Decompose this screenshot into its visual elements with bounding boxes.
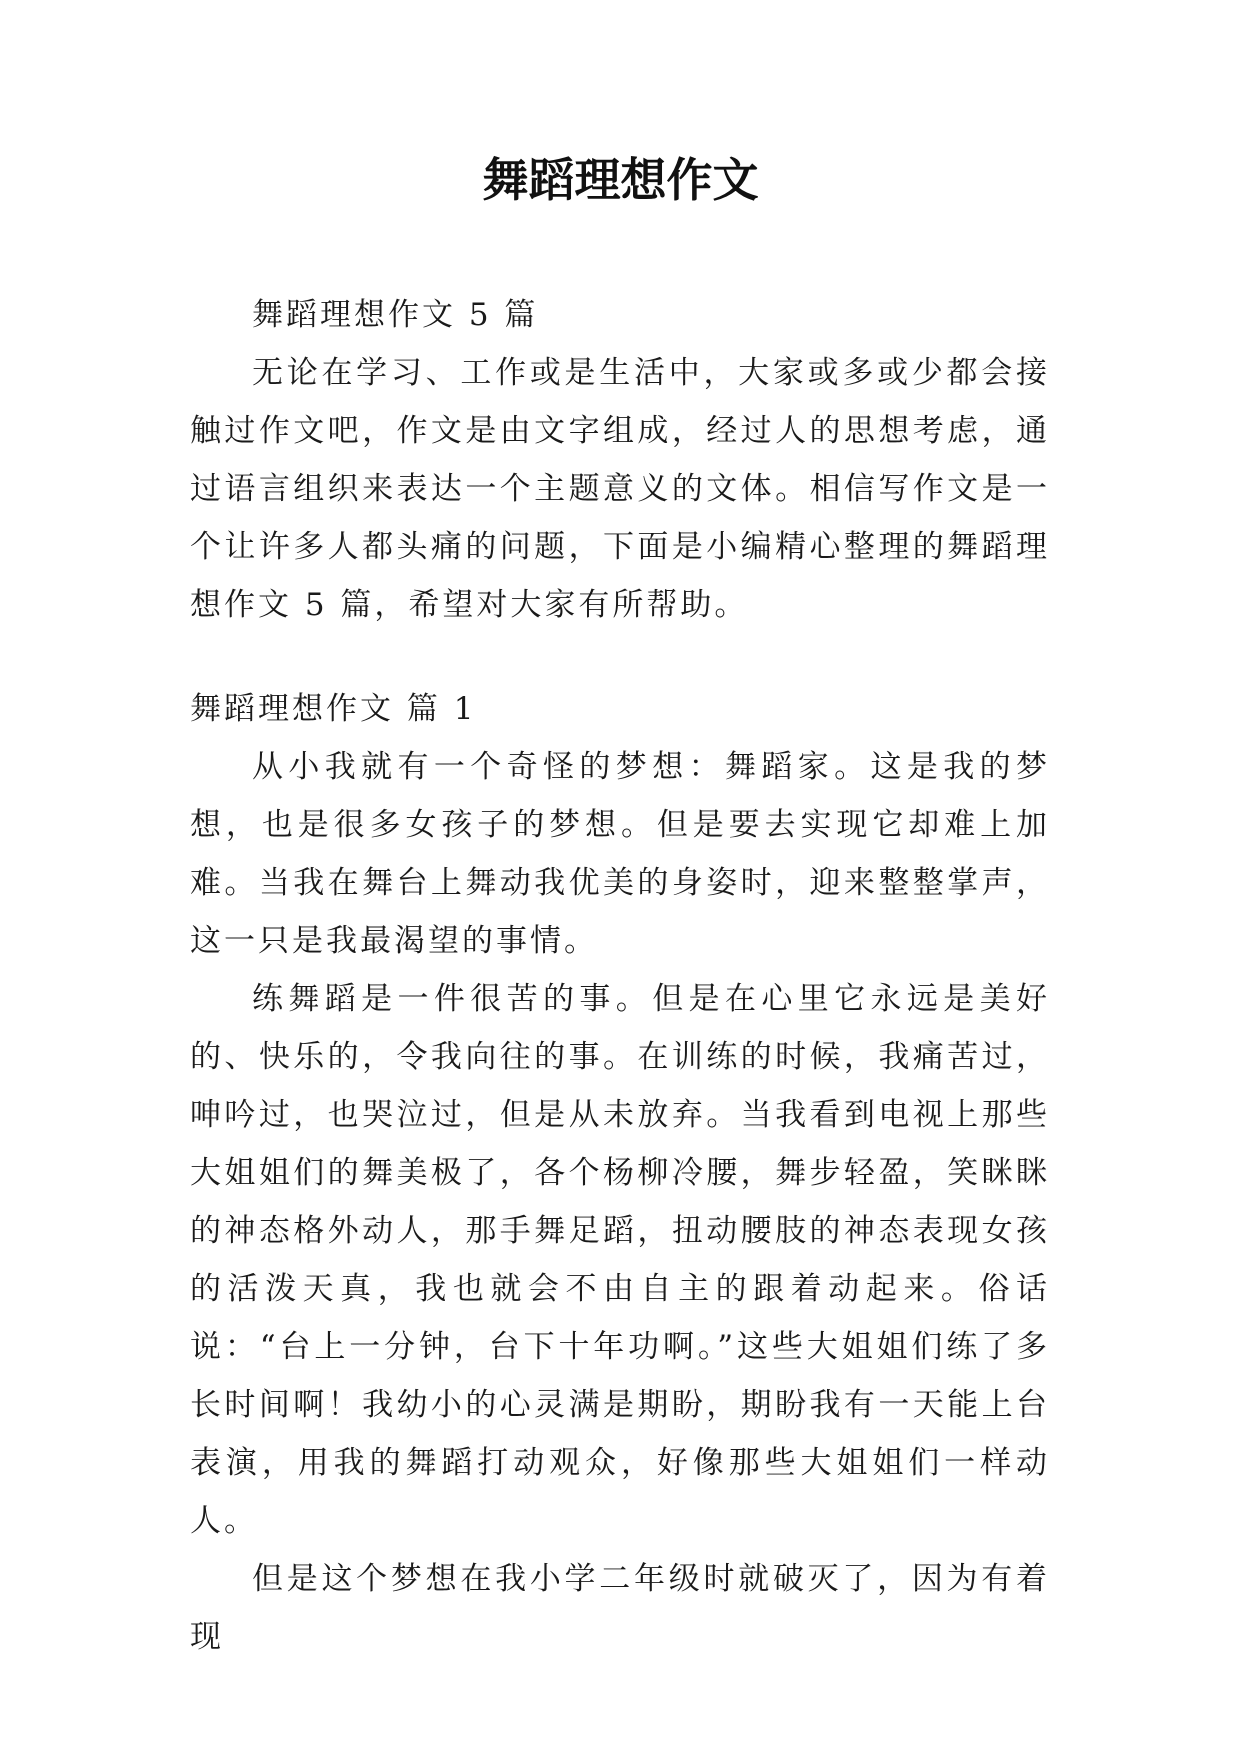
- intro-paragraph: 无论在学习、工作或是生活中，大家或多或少都会接触过作文吧，作文是由文字组成，经过人的思想考虑，通过语言组织来表达一个主题意义的文体。相信写作文是一个让许多人都头痛的问题，下面是小编精心整理的舞蹈理想作文 5 篇，希望对大家有所帮助。: [190, 355, 1050, 623]
- section-heading: 舞蹈理想作文 篇 1: [190, 691, 477, 727]
- section-paragraph: 从小我就有一个奇怪的梦想：舞蹈家。这是我的梦想，也是很多女孩子的梦想。但是要去实现它却难上加难。当我在舞台上舞动我优美的身姿时，迎来整整掌声，这一只是我最渴望的事情。: [190, 749, 1050, 959]
- section-paragraph: 练舞蹈是一件很苦的事。但是在心里它永远是美好的、快乐的，令我向往的事。在训练的时候，我痛苦过，呻吟过，也哭泣过，但是从未放弃。当我看到电视上那些大姐姐们的舞美极了，各个杨柳冷腰，舞步轻盈，笑眯眯的神态格外动人，那手舞足蹈，扭动腰肢的神态表现女孩的活泼天真，我也就会不由自主的跟着动起来。俗话说：“台上一分钟，台下十年功啊。”这些大姐姐们练了多长时间啊！我幼小的心灵满是期盼，期盼我有一天能上台表演，用我的舞蹈打动观众，好像那些大姐姐们一样动人。: [190, 981, 1050, 1539]
- subtitle-paragraph: 舞蹈理想作文 5 篇: [252, 297, 539, 333]
- section-paragraph: 但是这个梦想在我小学二年级时就破灭了，因为有着现: [190, 1561, 1050, 1655]
- document-title: 舞蹈理想作文: [482, 153, 759, 207]
- document-body: [190, 286, 1050, 1666]
